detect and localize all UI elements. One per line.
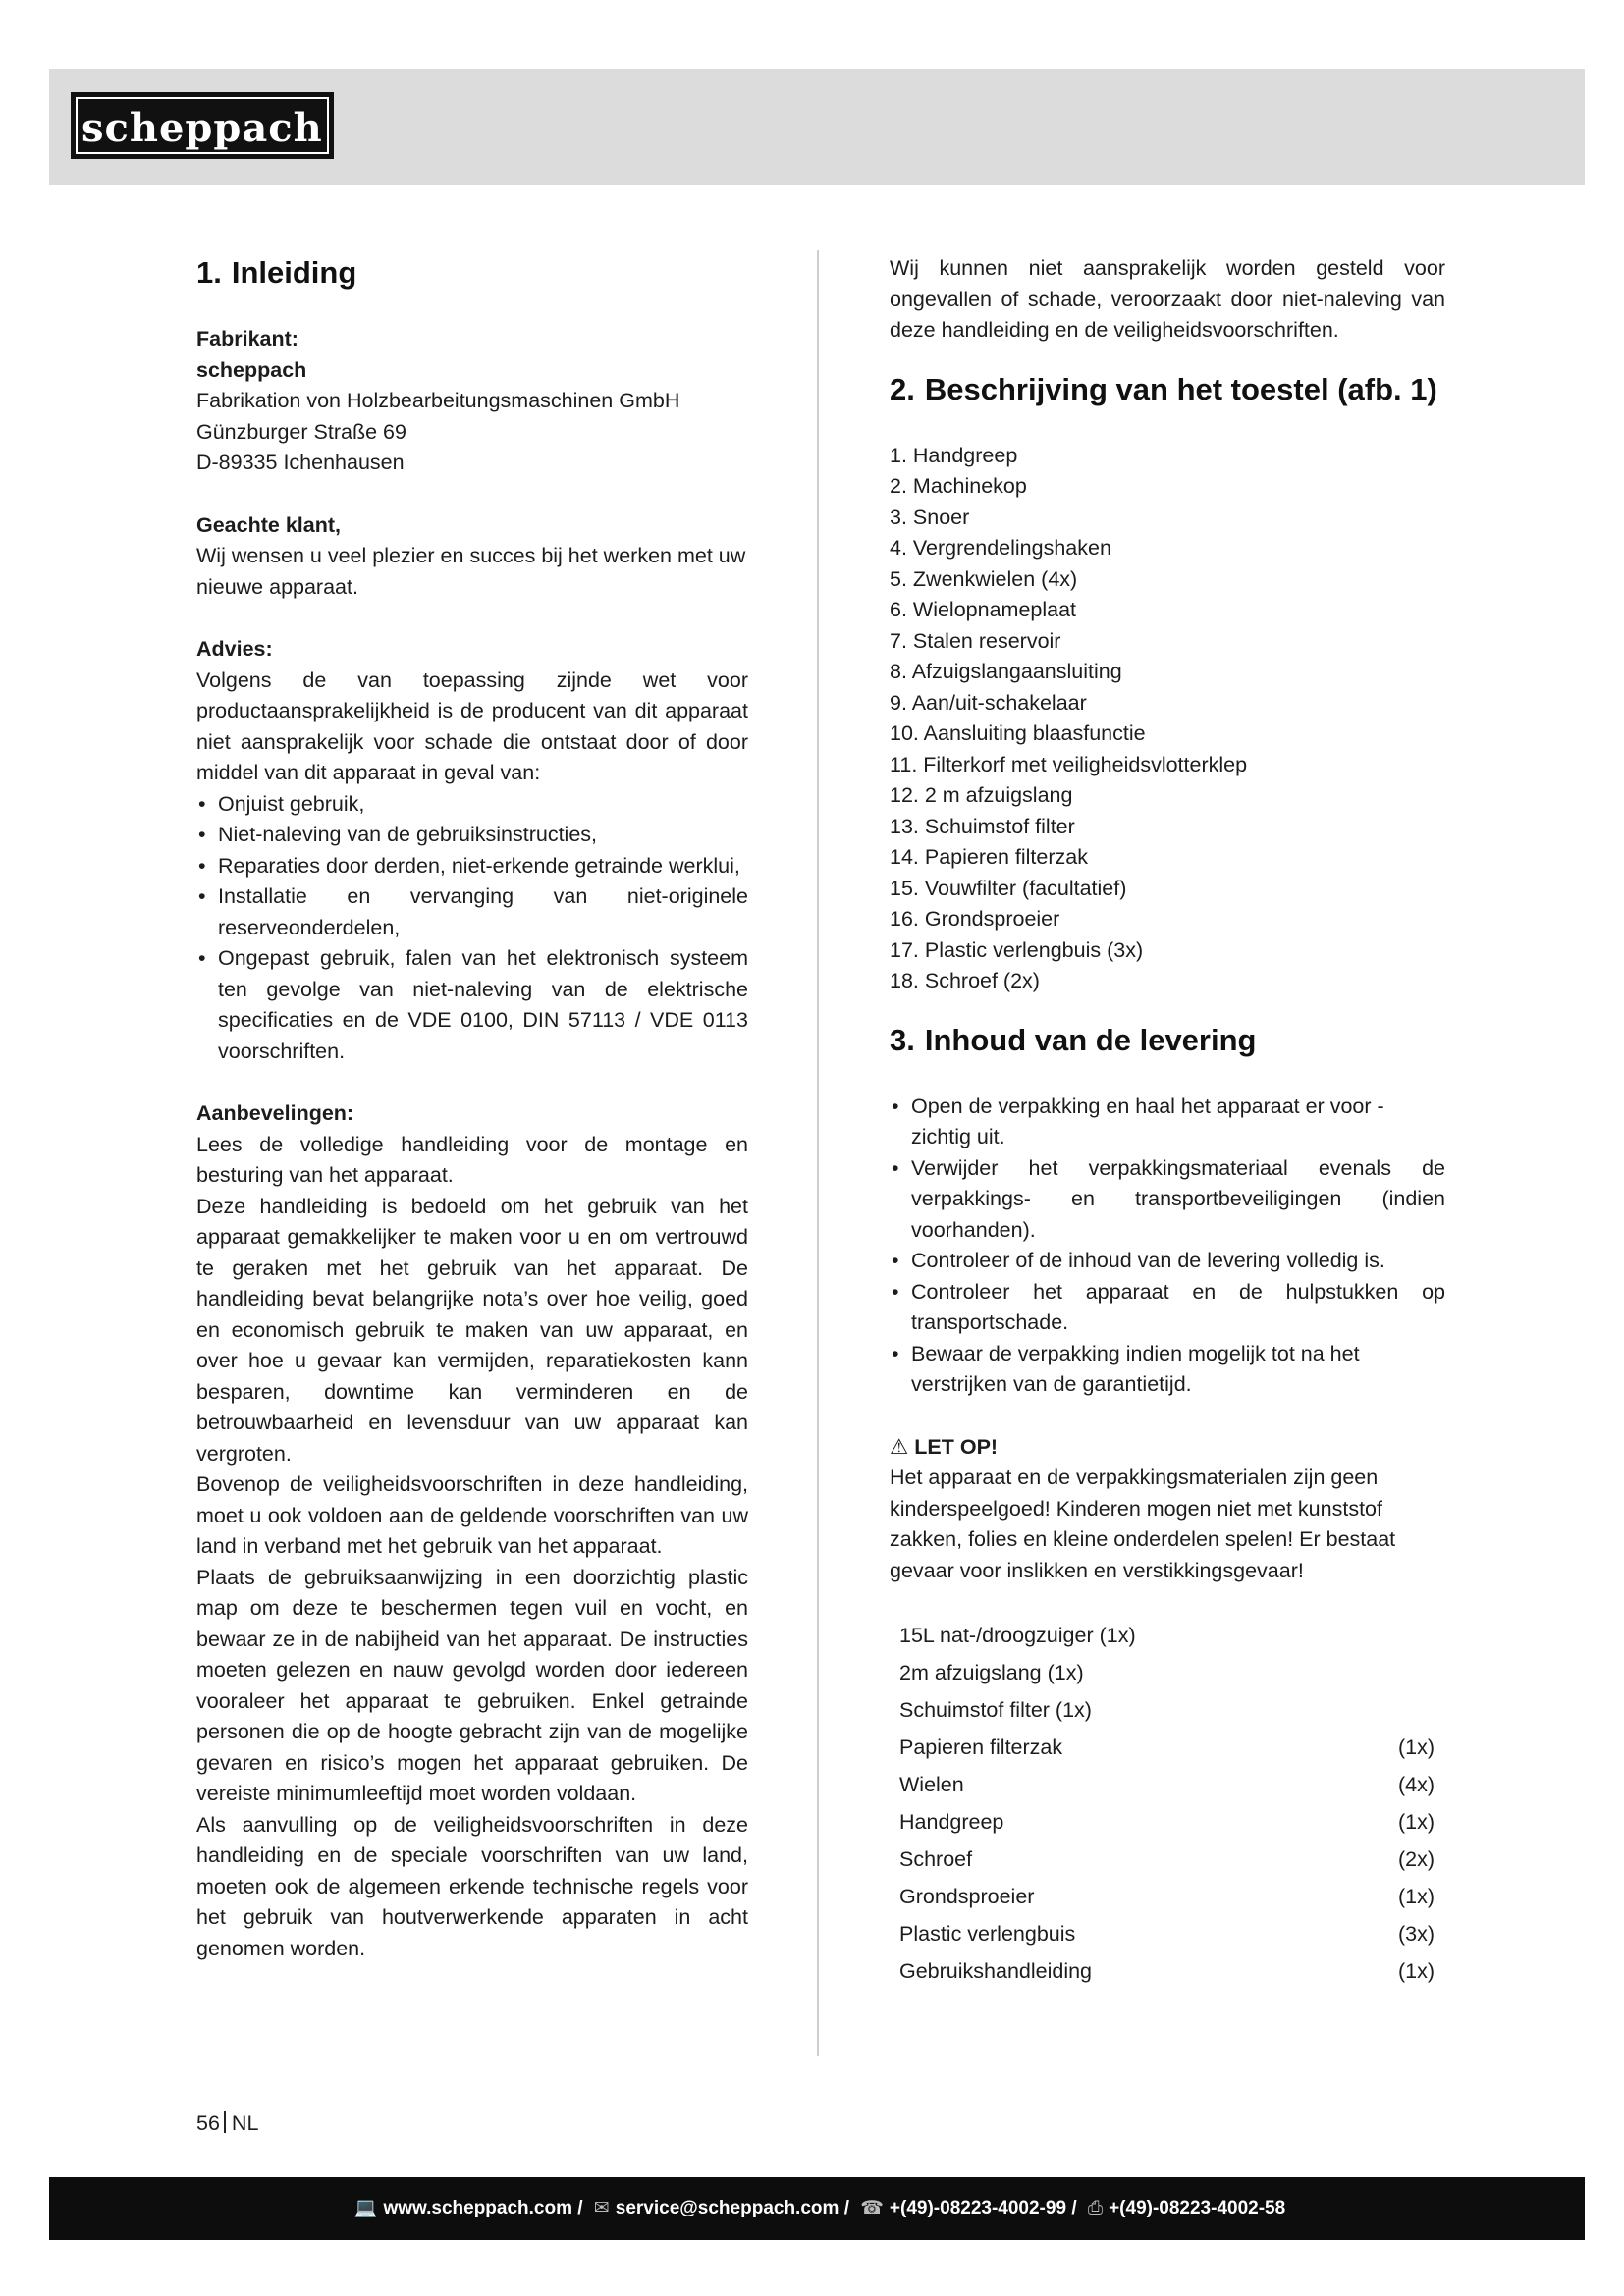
right-column [890,253,1445,1991]
mail-icon: ✉ [593,2198,610,2218]
section-2-number: 2. [890,371,915,406]
content-qty: (1x) [1397,1959,1435,1984]
part-item: 15. Vouwfilter (facultatief) [890,876,1127,900]
content-item: 15L nat-/droogzuiger (1x) [899,1624,1136,1648]
section-1-title: Inleiding [231,255,357,290]
part-item: 10. Aansluiting blaasfunctie [890,721,1146,745]
language-code: NL [231,2111,259,2135]
list-item: • Bewaar de verpakking indien mogelijk tot na het verstrijken van de garantietijd. [890,1339,1445,1401]
advice-list [196,789,748,1068]
content-item: Papieren filterzak [899,1735,1063,1760]
computer-icon: 💻 [353,2198,378,2218]
page-number-value: 56 [196,2111,220,2135]
recommendations-label: Aanbevelingen: [196,1101,354,1125]
table-row [899,1767,1435,1804]
content-qty: (4x) [1397,1773,1435,1797]
customer-text: Wij wensen u veel plezier en succes bij het werken met uw nieuwe apparaat. [196,544,746,599]
content-item: Grondsproeier [899,1885,1035,1909]
part-item: 3. Snoer [890,505,970,529]
recommendation-paragraph: Bovenop de veiligheidsvoorschriften in deze handleiding, moet u ook voldoen aan de geldende voorschriften van uw land in verband met het gebruik van het apparaat. [196,1472,748,1558]
part-item: 8. Afzuigslangaansluiting [890,660,1122,683]
section-1-number: 1. [196,255,222,290]
content-item: Wielen [899,1773,964,1797]
content-item: Schuimstof filter (1x) [899,1698,1092,1723]
table-row [899,1953,1435,1991]
section-2-title: Beschrijving van het toestel (afb. 1) [924,371,1437,406]
recommendation-paragraph: Plaats de gebruiksaanwijzing in een doorzichtig plastic map om deze te beschermen tegen vuil en vocht, en bewaar ze in de nabijheid van het apparaat. De instructies moeten gelezen en nauw gevolgd worden door iedereen vooraleer het apparaat te gebruiken. Enkel getrainde personen die op de hoogte gebracht zijn van de mogelijke gevaren en risico’s mogen het apparaat gebruiken. De vereiste minimumleeftijd moet worden voldaan. [196,1565,748,1805]
advice-intro: Volgens de van toepassing zijnde wet voor productaansprakelijkheid is de producent van dit apparaat niet aansprakelijk voor schade die ontstaat door of door middel van dit apparaat in geval van: [196,667,748,784]
section-2-heading [890,370,1445,409]
content-qty: (2x) [1397,1847,1435,1872]
recommendation-paragraph: Lees de volledige handleiding voor de montage en besturing van het apparaat. [196,1132,748,1187]
footer-website[interactable]: www.scheppach.com [383,2198,572,2218]
table-row [899,1842,1435,1879]
parts-list [890,441,1445,997]
part-item: 6. Wielopnameplaat [890,598,1077,621]
part-item: 16. Grondsproeier [890,907,1060,931]
list-item: • Niet-naleving van de gebruiksinstructies, [196,820,748,851]
content-item: Schroef [899,1847,973,1872]
warning-heading [890,1432,1445,1464]
manufacturer-label: Fabrikant: [196,327,298,350]
warning-text: Het apparaat en de verpakkingsmaterialen zijn geen kinderspeelgoed! Kinderen mogen niet met kunststof zakken, folies en kleine onderdelen spelen! Er bestaat gevaar voor inslikken en verstikkingsgevaar! [890,1466,1396,1582]
list-item: • Open de verpakking en haal het apparaat er voor - zichtig uit. [890,1092,1445,1153]
scheppach-logo: scheppach [71,92,334,159]
section-3-heading [890,1021,1445,1060]
table-row [899,1804,1435,1842]
part-item: 1. Handgreep [890,443,1018,467]
part-item: 14. Papieren filterzak [890,845,1088,869]
table-row [899,1730,1435,1767]
column-divider [817,250,819,2056]
section-1-heading [196,253,748,293]
part-item: 9. Aan/uit-schakelaar [890,690,1087,715]
warning-triangle-icon: ⚠ [890,1434,909,1459]
header-band [49,69,1585,185]
content-qty: (3x) [1397,1922,1435,1947]
part-item: 5. Zwenkwielen (4x) [890,566,1078,591]
content-item: Gebruikshandleiding [899,1959,1093,1984]
warning-title: LET OP! [914,1434,999,1459]
part-item: 17. Plastic verlengbuis (3x) [890,937,1144,962]
part-item: 13. Schuimstof filter [890,814,1075,838]
manufacturer-line-1: Fabrikation von Holzbearbeitungsmaschinen GmbH [196,389,680,412]
advice-label: Advies: [196,637,273,661]
list-item: • Verwijder het verpakkingsmateriaal evenals de verpakkings- en transportbeveiligingen (indien voorhanden). [890,1153,1445,1247]
manufacturer-line-2: Günzburger Straße 69 [196,419,406,444]
page-number [196,2109,258,2138]
manufacturer-line-3: D-89335 Ichenhausen [196,451,405,474]
footer-phone: +(49)-08223-4002-99 [889,2198,1067,2218]
part-item: 4. Vergrendelingshaken [890,536,1111,560]
recommendation-paragraph: Deze handleiding is bedoeld om het gebruik van het apparaat gemakkelijker te maken voor u en om vertrouwd te geraken met het gebruik van het apparaat. De handleiding bevat belangrijke nota’s over hoe veilig, goed en economisch gebruik te maken van uw apparaat, en over hoe u gevaar kan vermijden, reparatiekosten kann besparen, downtime kan verminderen en de betrouwbaarheid en levensduur van uw apparaat kan vergroten. [196,1194,748,1466]
content-qty [1356,1692,1435,1730]
content-qty [1356,1618,1435,1655]
footer-band: 💻 www.scheppach.com / ✉ service@scheppach.com / ☎ +(49)-08223-4002-99 / ⎙ +(49)-08223-4002-58 [49,2177,1585,2240]
liability-text: Wij kunnen niet aansprakelijk worden gesteld voor ongevallen of schade, veroorzaakt door niet-naleving van deze handleiding en de veiligheidsvoorschriften. [890,256,1445,342]
footer-fax: +(49)-08223-4002-58 [1109,2198,1286,2218]
content-item: Handgreep [899,1810,1004,1835]
content-item: 2m afzuigslang (1x) [899,1661,1084,1685]
section-3-number: 3. [890,1022,915,1057]
list-item: • Controleer het apparaat en de hulpstukken op transportschade. [890,1277,1445,1339]
recommendation-paragraph: Als aanvulling op de veiligheidsvoorschriften in deze handleiding en de speciale voorschriften van uw land, moeten ook de algemeen erkende technische regels voor het gebruik van houtverwerkende apparaten in acht genomen worden. [196,1812,748,1960]
customer-greeting: Geachte klant, [196,512,341,537]
table-row [899,1879,1435,1916]
part-item: 18. Schroef (2x) [890,969,1040,992]
footer-email[interactable]: service@scheppach.com [615,2198,839,2218]
contents-table [899,1618,1435,1991]
table-row [899,1916,1435,1953]
content-qty: (1x) [1397,1885,1435,1909]
table-row [899,1692,1435,1730]
table-row [899,1655,1435,1692]
left-column [196,253,748,1964]
content-item: Plastic verlengbuis [899,1922,1076,1947]
list-item: • Controleer of de inhoud van de levering volledig is. [890,1246,1445,1277]
manufacturer-name: scheppach [196,357,307,382]
phone-icon: ☎ [860,2198,884,2218]
list-item: • Reparaties door derden, niet-erkende getrainde werklui, [196,851,748,882]
list-item: • Installatie en vervanging van niet-originele reserveonderdelen, [196,881,748,943]
list-item: • Onjuist gebruik, [196,789,748,821]
content-qty: (1x) [1397,1810,1435,1835]
part-item: 7. Stalen reservoir [890,628,1061,653]
delivery-list [890,1092,1445,1401]
table-row [899,1618,1435,1655]
content-qty [1356,1655,1435,1692]
section-3-title: Inhoud van de levering [924,1022,1257,1057]
list-item: • Ongepast gebruik, falen van het elektronisch systeem ten gevolge van niet-naleving van de elektrische specificaties en de VDE 0100, DIN 57113 / VDE 0113 voorschriften. [196,943,748,1067]
part-item: 12. 2 m afzuigslang [890,783,1073,807]
content-qty: (1x) [1397,1735,1435,1760]
part-item: 2. Machinekop [890,474,1027,498]
part-item: 11. Filterkorf met veiligheidsvlotterklep [890,752,1248,776]
fax-icon: ⎙ [1087,2198,1104,2218]
